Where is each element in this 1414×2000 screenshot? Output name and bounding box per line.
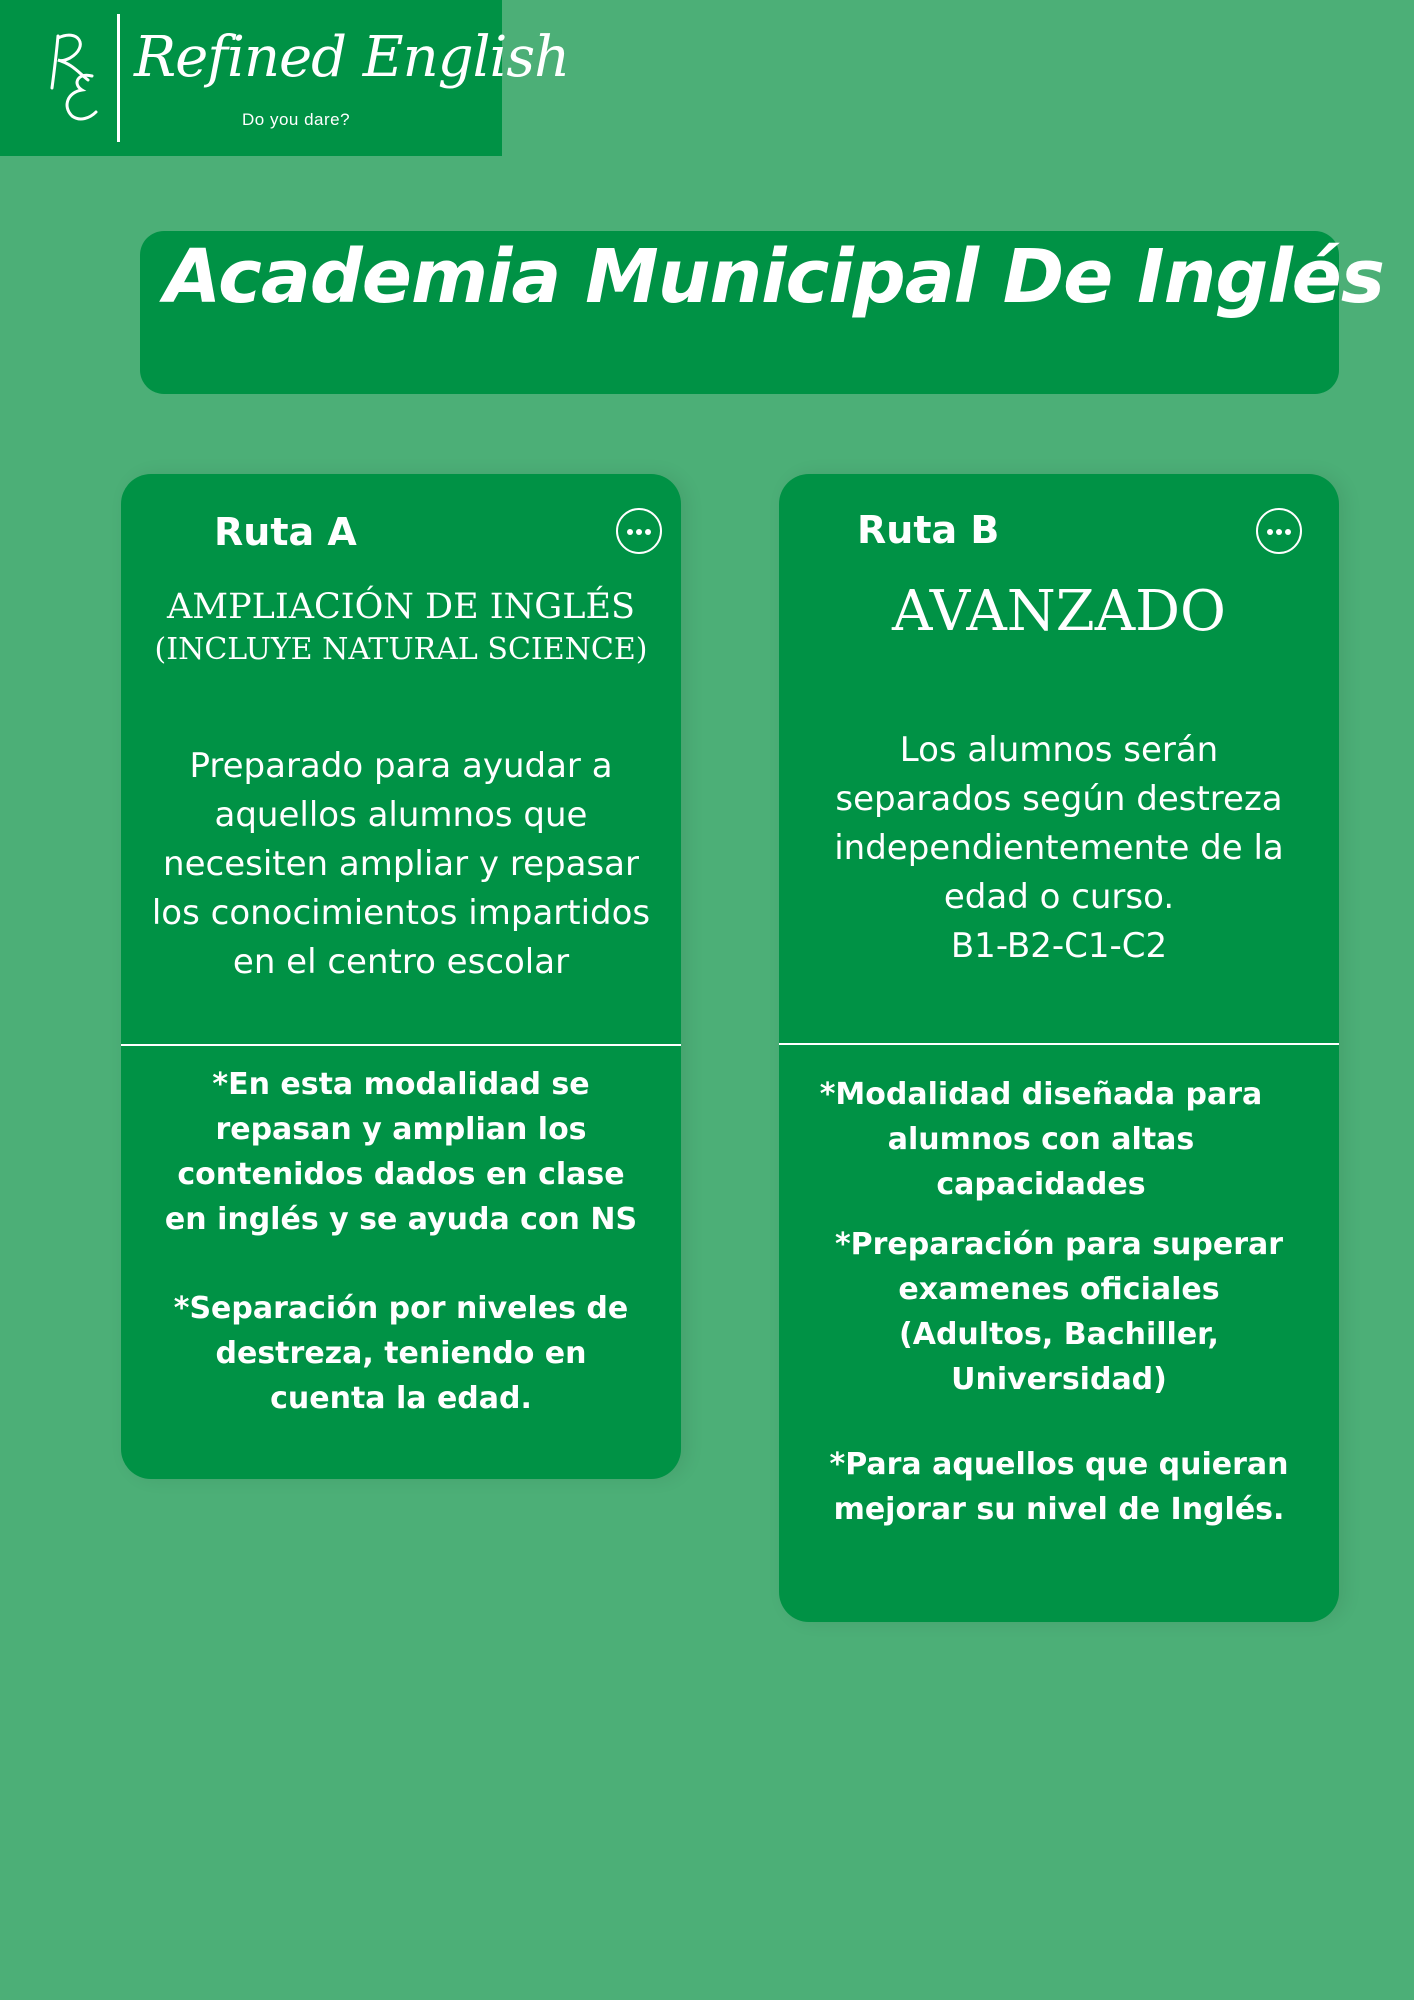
more-horizontal-icon[interactable] — [616, 508, 662, 554]
route-b-note-1: *Modalidad diseñada para alumnos con altas capacidades — [819, 1077, 1263, 1202]
route-a-card — [121, 474, 681, 1479]
page-title: Academia Municipal De Inglés — [164, 234, 1384, 320]
route-a-divider — [121, 1044, 681, 1046]
route-b-note-3: *Para aquellos que quieran mejorar su nivel de Inglés. — [829, 1447, 1289, 1527]
route-b-note-2: *Preparación para superar examenes oficiales (Adultos, Bachiller, Universidad) — [834, 1227, 1284, 1397]
route-a-description: Preparado para ayudar a aquellos alumnos que necesiten ampliar y repasar los conocimientos impartidos en el centro escolar — [151, 746, 651, 982]
route-b-label: Ruta B — [857, 508, 1000, 552]
route-a-subtitle: AMPLIACIÓN DE INGLÉS — [167, 587, 635, 627]
brand-name: Refined English — [134, 25, 570, 90]
title-banner — [140, 231, 1384, 394]
route-a-note-2: *Separación por niveles de destreza, teniendo en cuenta la edad. — [173, 1291, 629, 1416]
route-b-subtitle: AVANZADO — [892, 579, 1226, 644]
route-a-label: Ruta A — [214, 510, 357, 554]
more-horizontal-icon[interactable] — [1256, 508, 1302, 554]
route-b-divider — [779, 1043, 1339, 1045]
route-b-description: Los alumnos serán separados según destreza independientemente de la edad o curso. B1-B2-C1-C2 — [834, 730, 1284, 966]
route-a-subtitle-note: (INCLUYE NATURAL SCIENCE) — [154, 632, 648, 667]
brand-tagline: Do you dare? — [242, 110, 351, 129]
re-monogram-icon — [48, 28, 108, 128]
route-b-card — [779, 474, 1339, 1622]
logo-divider — [117, 14, 120, 142]
route-a-note-1: *En esta modalidad se repasan y amplian los contenidos dados en clase en inglés y se ayuda con NS — [164, 1067, 638, 1237]
brand-logo — [0, 0, 570, 156]
